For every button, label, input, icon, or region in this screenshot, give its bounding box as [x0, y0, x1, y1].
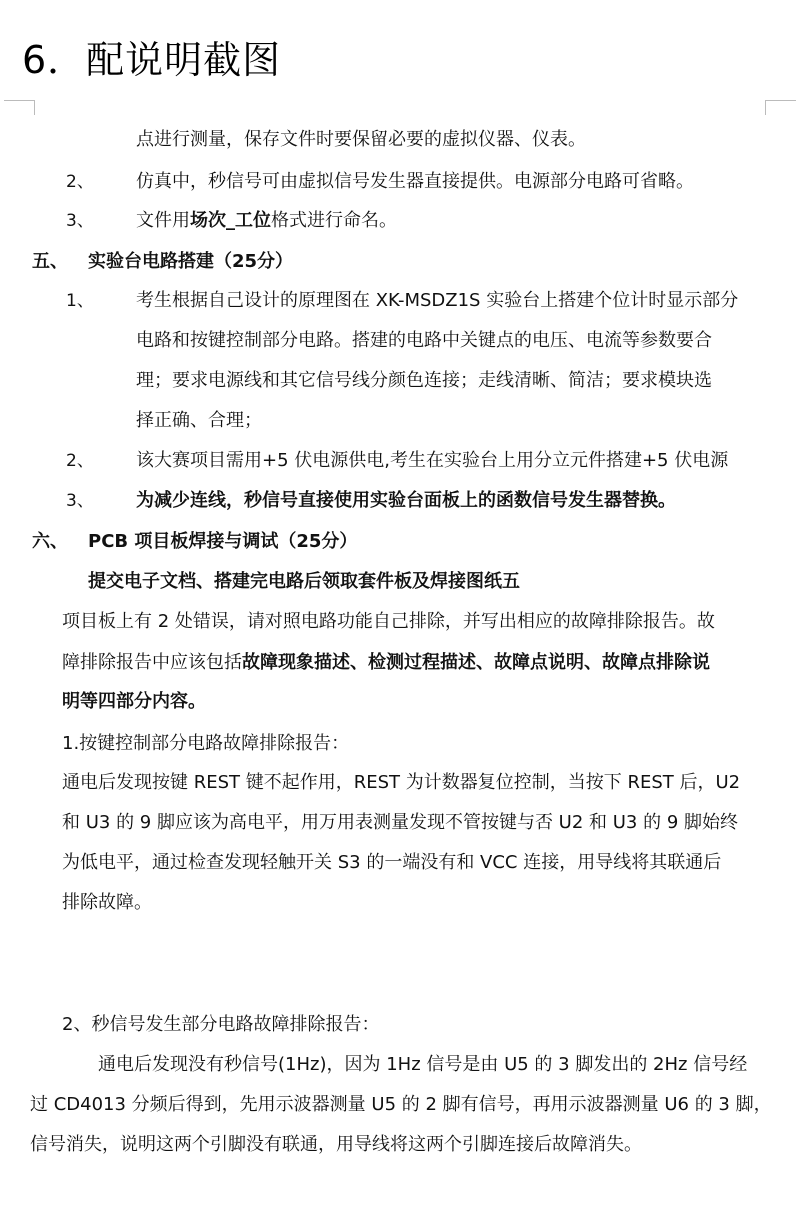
paragraph-line: 排除故障。 — [62, 892, 152, 913]
paragraph-line: 信号消失，说明这两个引脚没有联通，用导线将这两个引脚连接后故障消失。 — [30, 1134, 642, 1155]
page-corner-mark-left — [4, 100, 35, 115]
section-title: PCB 项目板焊接与调试（25分） — [88, 531, 358, 552]
report-heading: 2、秒信号发生部分电路故障排除报告： — [62, 1014, 380, 1035]
list-item-text: 理；要求电源线和其它信号线分颜色连接；走线清晰、简洁；要求模块选 — [136, 370, 712, 391]
section-number: 五、 — [32, 251, 68, 272]
report-heading: 1.按键控制部分电路故障排除报告： — [62, 733, 350, 754]
list-number: 2、 — [66, 172, 94, 192]
bold-text-run: 场次_工位 — [190, 210, 271, 231]
page-title: 6．配说明截图 — [22, 38, 282, 82]
list-number: 3、 — [66, 211, 94, 231]
subheading: 提交电子文档、搭建完电路后领取套件板及焊接图纸五 — [88, 571, 520, 592]
list-item-text: 为减少连线，秒信号直接使用实验台面板上的函数信号发生器替换。 — [136, 490, 676, 511]
paragraph-line: 和 U3 的 9 脚应该为高电平，用万用表测量发现不管按键与否 U2 和 U3 的 9 脚始终 — [62, 812, 738, 833]
list-number: 1、 — [66, 291, 94, 311]
page-corner-mark-right — [765, 100, 796, 115]
list-item-text: 择正确、合理； — [136, 410, 262, 431]
paragraph-line: 项目板上有 2 处错误，请对照电路功能自己排除，并写出相应的故障排除报告。故 — [62, 611, 715, 632]
section-title: 实验台电路搭建（25分） — [88, 251, 294, 272]
paragraph-line: 点进行测量，保存文件时要保留必要的虚拟仪器、仪表。 — [136, 129, 586, 150]
text-run: 文件用 — [136, 210, 190, 231]
list-item-text: 仿真中，秒信号可由虚拟信号发生器直接提供。电源部分电路可省略。 — [136, 171, 694, 192]
list-item-text: 该大赛项目需用+5 伏电源供电,考生在实验台上用分立元件搭建+5 伏电源 — [136, 450, 729, 471]
paragraph-line: 通电后发现按键 REST 键不起作用，REST 为计数器复位控制，当按下 REST 后，U2 — [62, 772, 741, 793]
list-item-text: 考生根据自己设计的原理图在 XK-MSDZ1S 实验台上搭建个位计时显示部分 — [136, 290, 739, 311]
list-item-text: 电路和按键控制部分电路。搭建的电路中关键点的电压、电流等参数要合 — [136, 330, 712, 351]
paragraph-line: 通电后发现没有秒信号(1Hz)，因为 1Hz 信号是由 U5 的 3 脚发出的 2Hz 信号经 — [98, 1054, 748, 1075]
text-run: 障排除报告中应该包括 — [62, 652, 242, 673]
list-item-text — [136, 208, 397, 234]
paragraph-line — [62, 650, 710, 676]
paragraph-line: 明等四部分内容。 — [62, 691, 206, 712]
list-number: 2、 — [66, 451, 94, 471]
list-number: 3、 — [66, 491, 94, 511]
paragraph-line: 为低电平，通过检查发现轻触开关 S3 的一端没有和 VCC 连接，用导线将其联通后 — [62, 852, 722, 873]
section-number: 六、 — [32, 531, 68, 552]
paragraph-line: 过 CD4013 分频后得到，先用示波器测量 U5 的 2 脚有信号，再用示波器测量 U6 的 3 脚， — [30, 1094, 772, 1115]
bold-text-run: 故障现象描述、检测过程描述、故障点说明、故障点排除说 — [242, 652, 710, 673]
text-run: 格式进行命名。 — [271, 210, 397, 231]
